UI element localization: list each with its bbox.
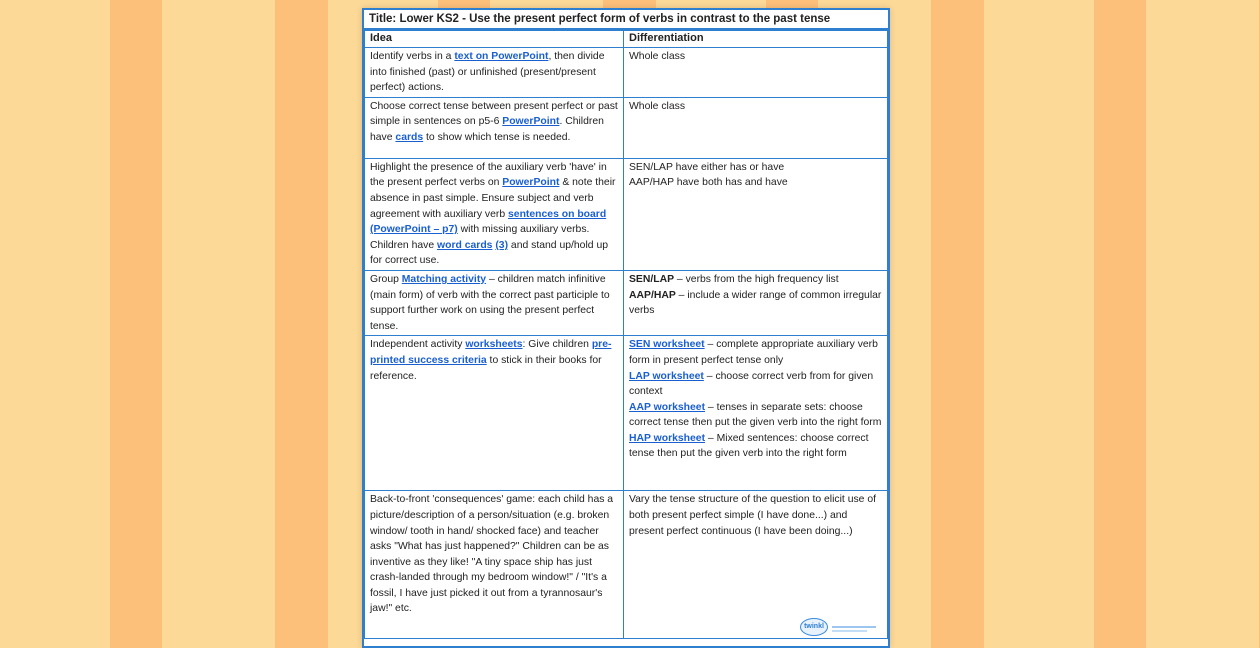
logo-tagline-graphic — [832, 622, 876, 632]
cell-text: AAP/HAP have both has and have — [629, 177, 788, 189]
document-title: Title: Lower KS2 - Use the present perfect form of verbs in contrast to the past tense — [364, 10, 888, 30]
resource-link[interactable]: AAP worksheet — [629, 401, 706, 413]
idea-cell — [365, 491, 624, 639]
cell-text: & note their absence in past simple. Ensure subject and verb agreement with auxiliary verb — [370, 177, 616, 220]
resource-link[interactable]: LAP worksheet — [629, 370, 704, 382]
cell-text: Choose correct tense between present perfect or past simple in sentences on p5-6 — [370, 100, 618, 128]
group-label: SEN/LAP — [629, 273, 675, 285]
idea-cell — [365, 48, 624, 98]
differentiation-cell — [624, 48, 888, 98]
differentiation-cell — [624, 158, 888, 270]
logo-badge: twinkl — [800, 618, 828, 636]
resource-link[interactable]: HAP worksheet — [629, 432, 706, 444]
differentiation-header: Differentiation — [624, 31, 888, 48]
cell-text: – verbs from the high frequency list — [674, 273, 839, 285]
idea-cell — [365, 158, 624, 270]
cell-text: to show which tense is needed. — [423, 131, 571, 143]
differentiation-cell — [624, 97, 888, 158]
table-row — [365, 48, 888, 98]
cell-text: – children match infinitive (main form) of verb with the correct past participle to support further work on using the present perfect tense. — [370, 273, 610, 332]
resource-link[interactable]: sentences on board (PowerPoint — [370, 208, 607, 236]
resource-link[interactable]: pre-printed success criteria — [370, 339, 612, 366]
planning-document — [362, 8, 890, 648]
cell-text: – tenses in separate sets: choose correct tense then put the given verb into the right form — [629, 401, 882, 429]
idea-header: Idea — [365, 31, 624, 48]
resource-link[interactable]: PowerPoint — [502, 177, 560, 189]
resource-link[interactable]: cards — [395, 131, 424, 143]
table-row — [365, 158, 888, 270]
cell-text: Independent activity — [370, 339, 466, 351]
cell-text: to stick in their books for reference. — [370, 354, 602, 382]
table-header-row — [365, 31, 888, 48]
cell-text: and stand up/hold up for correct use. — [370, 239, 608, 267]
cell-text: – Mixed sentences: choose correct tense then put the given verb into the right form — [629, 432, 869, 460]
cell-text: Back-to-front 'consequences' game: each child has a picture/description of a person/situation (e.g. broken window/ tooth in hand/ shocked face) and teacher asks "What has just happened?" Children can be as inventive as they like! "A tiny space ship has just crash-landed through my bedroom window!" / "It's a fossil, I have just picked it out from a tyrannosaur's jaw!" etc. — [370, 494, 614, 615]
differentiation-cell — [624, 336, 888, 491]
resource-link[interactable]: (3) — [495, 239, 509, 251]
idea-cell — [365, 336, 624, 491]
cell-text: Highlight the presence of the auxiliary verb 'have' in the present perfect verbs on — [370, 161, 607, 189]
resource-link[interactable]: text on PowerPoint — [454, 51, 549, 62]
cell-text: Whole class — [629, 51, 686, 62]
cell-text: . Children have — [370, 116, 604, 143]
cell-text: – complete appropriate auxiliary verb form in present perfect tense only — [629, 339, 878, 366]
resource-link[interactable]: PowerPoint — [502, 116, 560, 128]
resource-link[interactable]: worksheets — [465, 339, 523, 351]
cell-text: SEN/LAP have either has or have — [629, 161, 785, 173]
planning-table — [364, 30, 888, 639]
idea-cell — [365, 270, 624, 335]
cell-text: , then divide into finished (past) or unfinished (present/present perfect) actions. — [370, 51, 605, 94]
table-row — [365, 336, 888, 491]
idea-cell — [365, 97, 624, 158]
resource-link[interactable]: word cards — [437, 239, 493, 251]
cell-text: : Give children — [522, 339, 592, 351]
cell-text: Vary the tense structure of the question to elicit use of both present perfect simple (I have done...) and present perfect continuous (I have been doing...) — [629, 494, 877, 537]
table-row — [365, 270, 888, 335]
twinkl-logo — [800, 618, 876, 636]
cell-text: Whole class — [629, 100, 686, 112]
cell-text: with missing auxiliary verbs. Children have — [370, 224, 590, 251]
cell-text: – choose correct verb from for given context — [629, 370, 874, 398]
differentiation-cell — [624, 270, 888, 335]
table-row — [365, 491, 888, 639]
resource-link[interactable]: – p7) — [430, 224, 458, 236]
table-row — [365, 97, 888, 158]
cell-text: – include a wider range of common irregular verbs — [629, 289, 882, 317]
resource-link[interactable]: Matching activity — [401, 273, 487, 285]
cell-text: Group — [370, 273, 402, 285]
resource-link[interactable]: SEN worksheet — [629, 339, 705, 351]
cell-text: Identify verbs in a — [370, 51, 455, 62]
differentiation-cell — [624, 491, 888, 639]
group-label: AAP/HAP — [629, 289, 676, 301]
